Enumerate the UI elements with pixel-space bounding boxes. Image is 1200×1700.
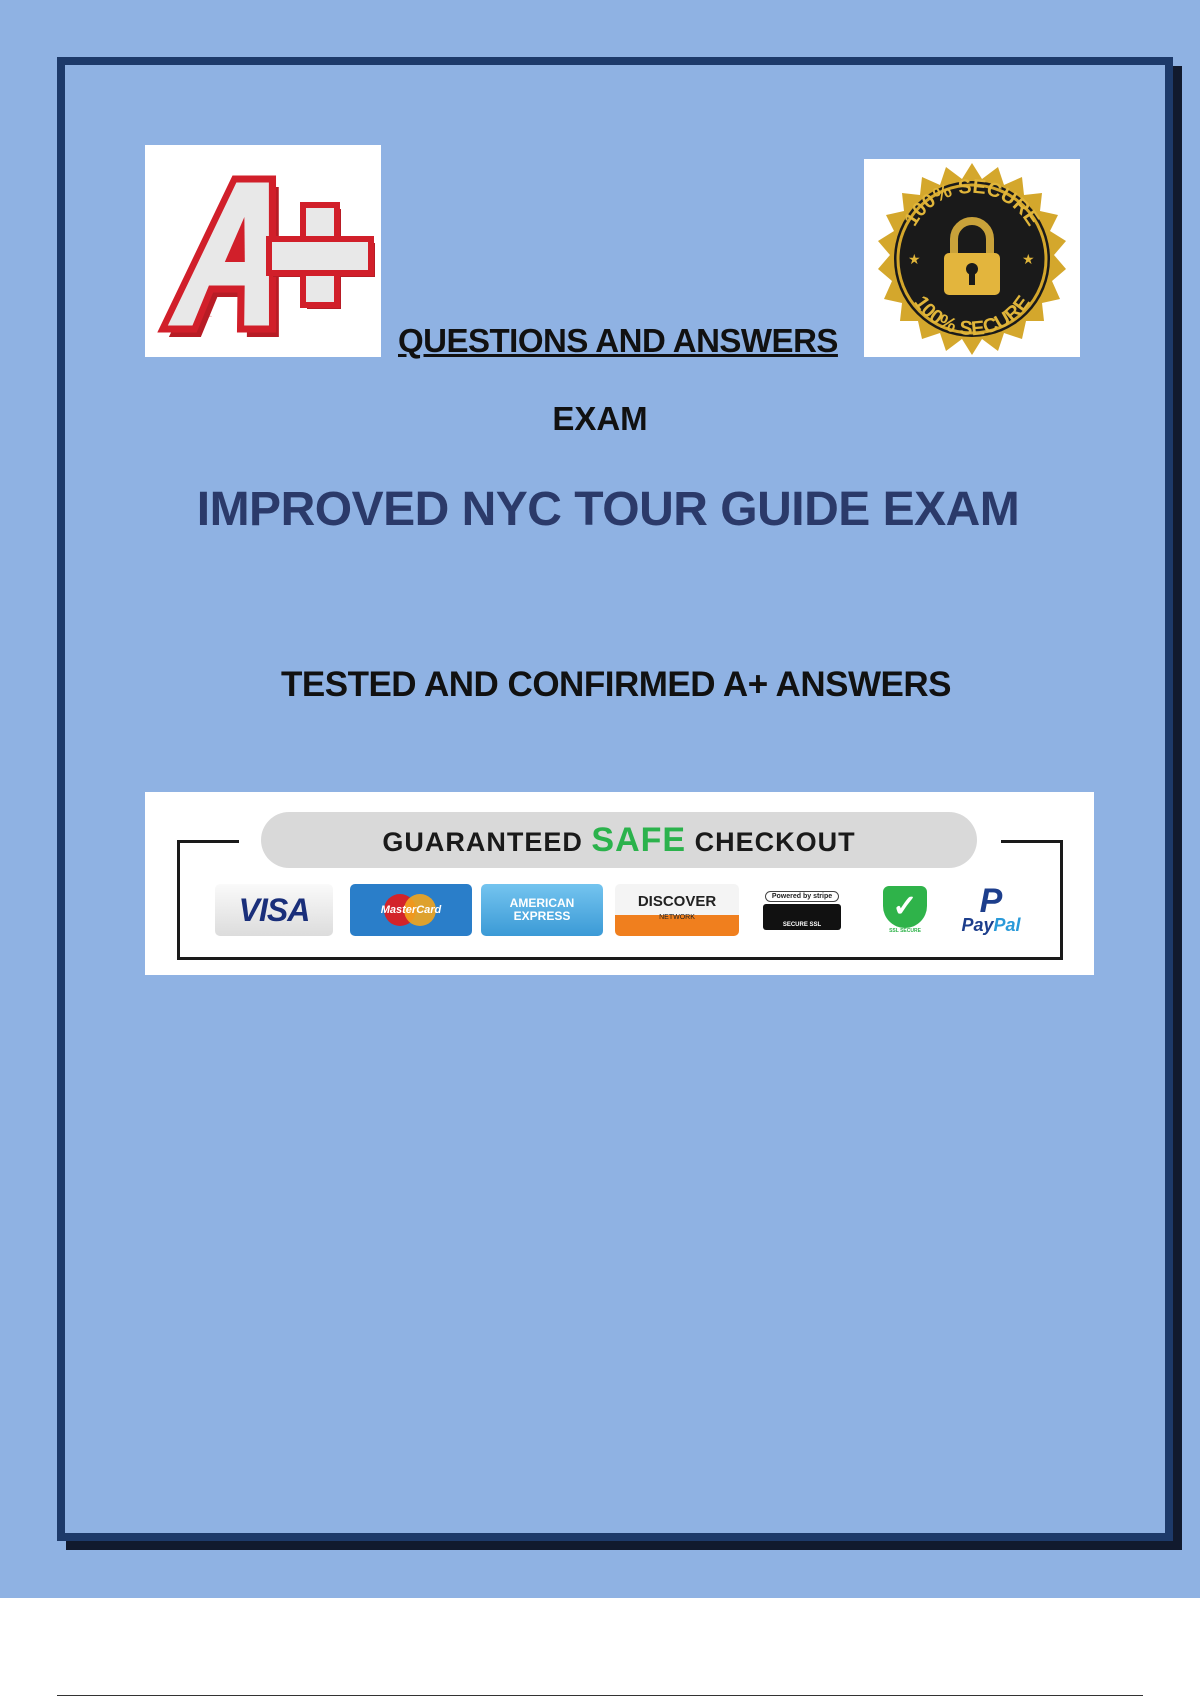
mastercard-label: MasterCard bbox=[380, 904, 442, 916]
paypal-label-pay: Pay bbox=[961, 915, 994, 935]
paypal-label-pal: Pal bbox=[993, 915, 1021, 935]
checkout-frame-line bbox=[177, 840, 239, 843]
stripe-label: Powered by stripe bbox=[765, 891, 839, 902]
svg-text:★: ★ bbox=[908, 252, 921, 268]
document-title: IMPROVED NYC TOUR GUIDE EXAM bbox=[196, 483, 1020, 536]
tagline: TESTED AND CONFIRMED A+ ANSWERS bbox=[281, 665, 951, 704]
mastercard-icon bbox=[350, 884, 472, 936]
stripe-sublabel: SECURE SSL bbox=[763, 904, 841, 930]
discover-label: DISCOVER bbox=[637, 893, 717, 910]
checkout-label-guaranteed: GUARANTEED bbox=[382, 827, 583, 857]
checkout-label bbox=[261, 812, 977, 868]
ssl-shield-label: SSL SECURE bbox=[889, 928, 921, 934]
page-heading: QUESTIONS AND ANSWERS bbox=[398, 322, 838, 359]
amex-label-line1: AMERICAN bbox=[509, 896, 575, 910]
svg-text:100% SECURE: 100% SECURE bbox=[909, 291, 1035, 341]
visa-label: VISA bbox=[238, 891, 310, 928]
svg-text:A+: A+ bbox=[208, 316, 212, 318]
svg-text:100% SECURE: 100% SECURE bbox=[900, 175, 1044, 230]
footer-divider bbox=[57, 1695, 1143, 1696]
discover-sublabel: NETWORK bbox=[659, 914, 695, 921]
american-express-icon bbox=[481, 884, 603, 936]
secure-seal bbox=[864, 159, 1080, 357]
payment-logos bbox=[215, 884, 1035, 944]
visa-icon bbox=[215, 884, 333, 936]
amex-label-line2: EXPRESS bbox=[513, 909, 571, 923]
a-plus-grade-icon bbox=[145, 145, 381, 357]
checkout-frame-line bbox=[1001, 840, 1063, 843]
checkout-label-checkout: CHECKOUT bbox=[694, 827, 856, 857]
paypal-icon: P PayPal bbox=[947, 884, 1035, 936]
checkout-label-safe: SAFE bbox=[591, 821, 687, 859]
svg-text:★: ★ bbox=[1022, 252, 1035, 268]
stripe-lock-icon bbox=[749, 884, 855, 936]
ssl-shield-icon: ✓ SSL SECURE bbox=[873, 884, 937, 936]
page-subheading: EXAM bbox=[552, 400, 648, 437]
checkout-banner bbox=[145, 792, 1094, 975]
discover-icon bbox=[615, 884, 739, 936]
